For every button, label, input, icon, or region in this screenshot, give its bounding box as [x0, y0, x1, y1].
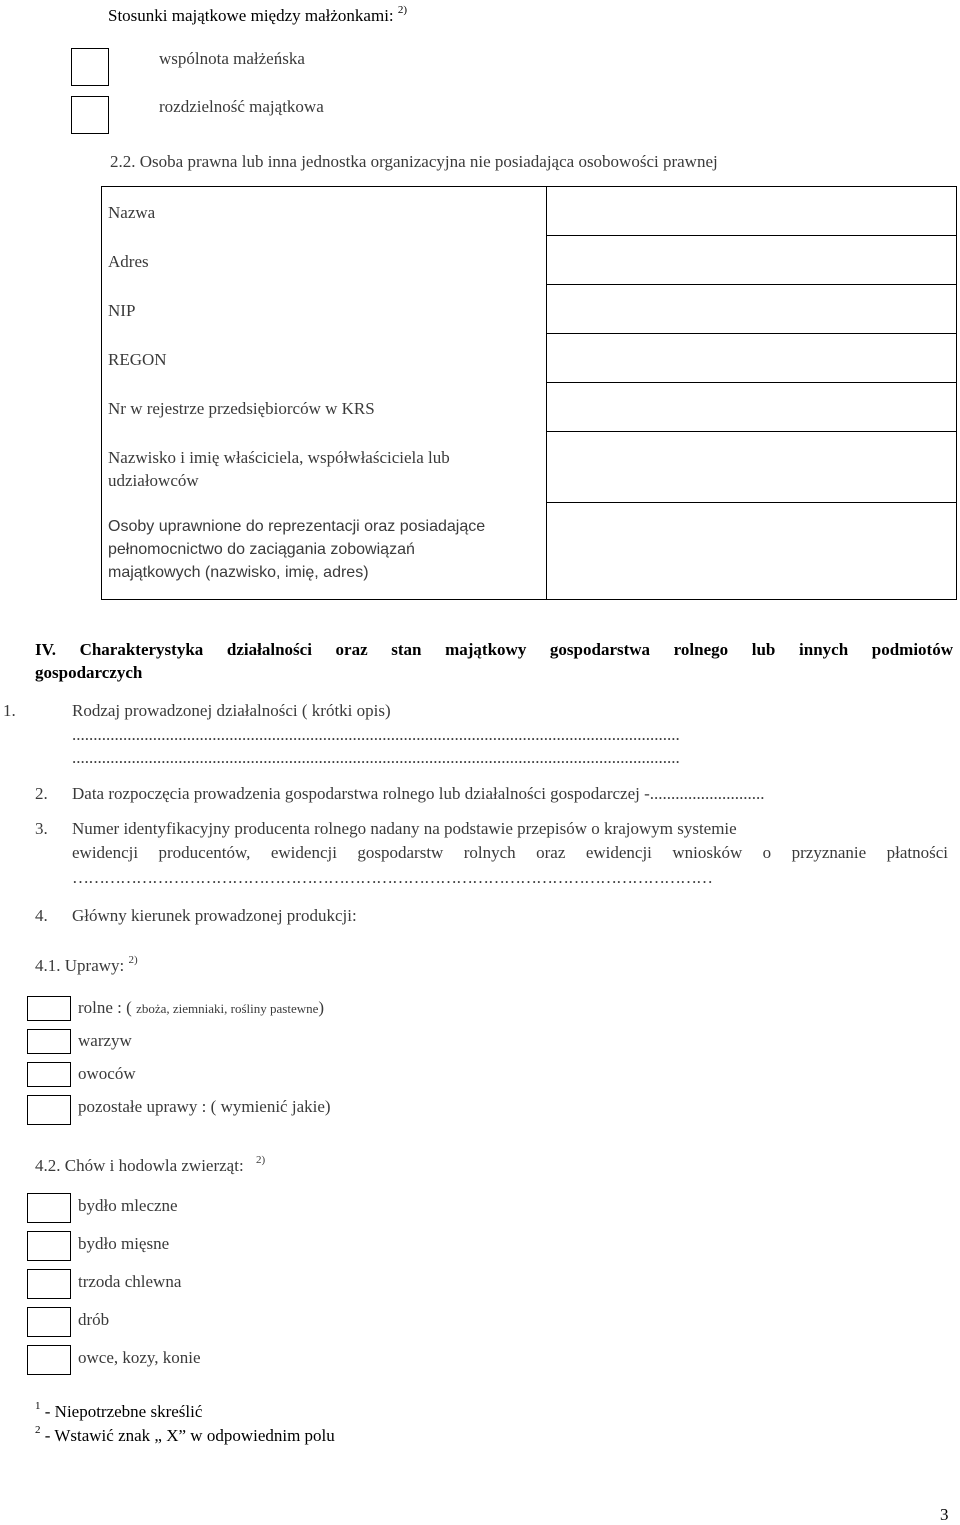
marital-property-text: Stosunki majątkowe między małżonkami: [108, 6, 394, 25]
section-iv-heading-line1: IV. Charakterystyka działalności oraz stan majątkowy gospodarstwa rolnego lub innych podmiotów [35, 640, 953, 659]
section-2-2-heading: 2.2. Osoba prawna lub inna jednostka organizacyjna nie posiadająca osobowości prawnej [110, 152, 718, 171]
item3-line2: ewidencji producentów, ewidencji gospodarstw rolnych oraz ewidencji wniosków o przyznanie płatności [72, 843, 948, 862]
crops-label-text: 4.1. Uprawy: [35, 956, 125, 975]
livestock-option-owce: owce, kozy, konie [78, 1348, 201, 1367]
item1-answer-line1[interactable]: ............................................................................................................................................... [72, 725, 680, 744]
row-label-nazwa: Nazwa [102, 187, 547, 236]
option-rozdzielnosc: rozdzielność majątkowa [159, 97, 324, 116]
row-label-owners: Nazwisko i imię właściciela, współwłaściciela lub udziałowców [102, 432, 547, 503]
footnote-2 [35, 1424, 335, 1446]
page-number: 3 [940, 1505, 949, 1524]
crop-option-rolne-tail: ) [318, 998, 325, 1017]
checkbox-livestock-drob[interactable] [27, 1307, 71, 1337]
livestock-label [35, 1154, 265, 1176]
item1-answer-line2[interactable]: ............................................................................................................................................... [72, 748, 680, 767]
item3-line1: Numer identyfikacyjny producenta rolnego nadany na podstawie przepisów o krajowym systemie [72, 819, 737, 838]
row-label-krs: Nr w rejestrze przedsiębiorców w KRS [102, 383, 547, 432]
field-nazwa[interactable] [547, 187, 957, 236]
checkbox-livestock-bydlo-mleczne[interactable] [27, 1193, 71, 1223]
item1-label: Rodzaj prowadzonej działalności ( krótki opis) [72, 701, 391, 720]
crop-option-owocow: owoców [78, 1064, 136, 1083]
option-wspolnota: wspólnota małżeńska [159, 49, 305, 68]
footnote-2-text: - Wstawić znak „ X” w odpowiednim polu [44, 1426, 335, 1445]
item3-answer-line[interactable]: ………………………………………………………………………………………………………… [72, 868, 712, 887]
field-nip[interactable] [547, 285, 957, 334]
row-label-regon: REGON [102, 334, 547, 383]
field-representatives[interactable] [547, 503, 957, 600]
footnote-1-text: - Niepotrzebne skreślić [44, 1402, 203, 1421]
section-iv-heading-line2: gospodarczych [35, 663, 143, 682]
item3-num: 3. [35, 819, 48, 838]
checkbox-crops-warzyw[interactable] [27, 1029, 71, 1054]
checkbox-crops-pozostale[interactable] [27, 1095, 71, 1125]
crop-option-rolne-detail: zboża, ziemniaki, rośliny pastewne [136, 1001, 319, 1016]
field-adres[interactable] [547, 236, 957, 285]
checkbox-rozdzielnosc[interactable] [71, 96, 109, 134]
crop-option-pozostale: pozostałe uprawy : ( wymienić jakie) [78, 1097, 331, 1116]
item2-label[interactable]: Data rozpoczęcia prowadzenia gospodarstwa rolnego lub działalności gospodarczej -........................... [72, 784, 765, 803]
row-label-adres: Adres [102, 236, 547, 285]
footnote-1-num: 1 [35, 1400, 41, 1412]
footnote-ref: 2) [397, 4, 408, 16]
row-label-nip: NIP [102, 285, 547, 334]
row-label-representatives: Osoby uprawnione do reprezentacji oraz posiadające pełnomocnictwo do zaciągania zobowiązań majątkowych (nazwisko, imię, adres) [102, 503, 547, 600]
footnote-ref: 2) [255, 1154, 266, 1166]
livestock-label-text: 4.2. Chów i hodowla zwierząt: [35, 1156, 244, 1175]
footnote-1 [35, 1400, 202, 1422]
crops-label [35, 954, 138, 976]
checkbox-livestock-owce[interactable] [27, 1345, 71, 1375]
checkbox-crops-owocow[interactable] [27, 1062, 71, 1087]
livestock-option-trzoda: trzoda chlewna [78, 1272, 182, 1291]
item4-num: 4. [35, 906, 48, 925]
livestock-option-bydlo-mleczne: bydło mleczne [78, 1196, 178, 1215]
livestock-option-drob: drób [78, 1310, 110, 1329]
field-krs[interactable] [547, 383, 957, 432]
crop-option-rolne [78, 998, 324, 1018]
footnote-2-num: 2 [35, 1424, 41, 1436]
field-owners[interactable] [547, 432, 957, 503]
crop-option-warzyw: warzyw [78, 1031, 132, 1050]
item1-num: 1. [3, 701, 16, 720]
crop-option-rolne-main: rolne : ( [78, 998, 132, 1017]
field-regon[interactable] [547, 334, 957, 383]
item2-num: 2. [35, 784, 48, 803]
item4-label: Główny kierunek prowadzonej produkcji: [72, 906, 357, 925]
legal-entity-table [101, 186, 957, 600]
checkbox-livestock-bydlo-miesne[interactable] [27, 1231, 71, 1261]
footnote-ref: 2) [128, 954, 138, 966]
checkbox-wspolnota[interactable] [71, 48, 109, 86]
livestock-option-bydlo-miesne: bydło mięsne [78, 1234, 170, 1253]
checkbox-crops-rolne[interactable] [27, 996, 71, 1021]
checkbox-livestock-trzoda[interactable] [27, 1269, 71, 1299]
marital-property-label [108, 4, 407, 26]
